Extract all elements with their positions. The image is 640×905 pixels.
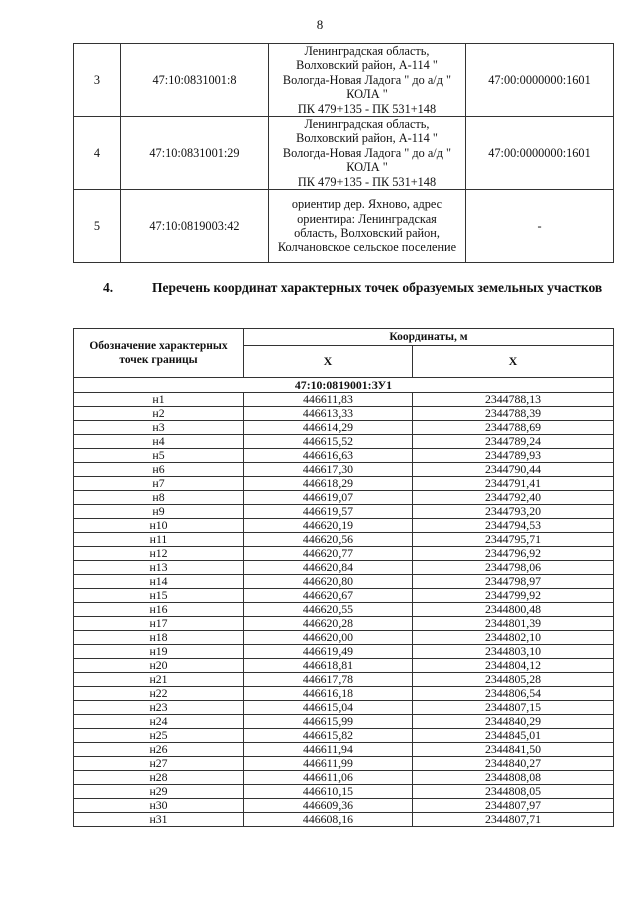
coordinates-table — [73, 328, 614, 827]
col-x2-header: X — [413, 346, 614, 378]
coord-x1: 446619,07 — [244, 491, 413, 505]
table-row — [74, 631, 614, 645]
coord-x1: 446620,67 — [244, 589, 413, 603]
row-number: 4 — [74, 117, 121, 190]
address-line: Вологда-Новая Ладога " до а/д " — [282, 72, 452, 87]
table-row — [74, 117, 614, 190]
section-title: Перечень координат характерных точек образуемых земельных участков — [152, 280, 603, 295]
coord-x2: 2344800,48 — [413, 603, 614, 617]
page-number: 8 — [316, 17, 324, 32]
coord-x2: 2344841,50 — [413, 743, 614, 757]
coord-x2: 2344791,41 — [413, 477, 614, 491]
table-row — [74, 463, 614, 477]
table-row — [74, 575, 614, 589]
coord-x1: 446616,18 — [244, 687, 413, 701]
point-label: н22 — [74, 687, 244, 701]
row-number: 3 — [74, 44, 121, 117]
table-row — [74, 505, 614, 519]
section-heading — [73, 279, 613, 297]
coord-x1: 446615,04 — [244, 701, 413, 715]
table-row — [74, 477, 614, 491]
table-row — [74, 715, 614, 729]
col-x1-header: X — [244, 346, 413, 378]
coord-x1: 446614,29 — [244, 421, 413, 435]
coord-x2: 2344803,10 — [413, 645, 614, 659]
coord-x2: 2344807,71 — [413, 813, 614, 827]
coord-x1: 446617,78 — [244, 673, 413, 687]
table-row — [74, 533, 614, 547]
table-row — [74, 785, 614, 799]
coord-x1: 446620,84 — [244, 561, 413, 575]
point-label: н15 — [74, 589, 244, 603]
coord-x2: 2344805,28 — [413, 673, 614, 687]
coord-x1: 446611,83 — [244, 393, 413, 407]
table-row — [74, 729, 614, 743]
table-row — [74, 813, 614, 827]
address-line: ориентир дер. Яхново, адрес — [291, 197, 443, 212]
address-line: Волховский район, А-114 " — [296, 131, 438, 146]
coord-x2: 2344802,10 — [413, 631, 614, 645]
coord-x2: 2344808,05 — [413, 785, 614, 799]
point-label: н31 — [74, 813, 244, 827]
coord-x2: 2344795,71 — [413, 533, 614, 547]
parent-number: - — [466, 190, 614, 263]
point-label: н5 — [74, 449, 244, 463]
coord-x1: 446619,49 — [244, 645, 413, 659]
table-row — [74, 519, 614, 533]
coord-x2: 2344789,93 — [413, 449, 614, 463]
coord-x2: 2344840,27 — [413, 757, 614, 771]
table-row — [74, 771, 614, 785]
coord-x2: 2344845,01 — [413, 729, 614, 743]
coord-x1: 446619,57 — [244, 505, 413, 519]
point-label: н18 — [74, 631, 244, 645]
table-row — [74, 435, 614, 449]
table-row — [74, 491, 614, 505]
coord-x2: 2344798,97 — [413, 575, 614, 589]
coord-x2: 2344808,08 — [413, 771, 614, 785]
table-row — [74, 547, 614, 561]
address-line: Колчановское сельское поселение — [277, 240, 457, 255]
address-line: ориентира: Ленинградская — [297, 211, 437, 226]
coord-x1: 446611,99 — [244, 757, 413, 771]
table-row — [74, 687, 614, 701]
coord-x1: 446615,99 — [244, 715, 413, 729]
table-row — [74, 561, 614, 575]
coord-x2: 2344788,13 — [413, 393, 614, 407]
table-row — [74, 449, 614, 463]
coord-x1: 446620,56 — [244, 533, 413, 547]
point-label: н7 — [74, 477, 244, 491]
point-label: н13 — [74, 561, 244, 575]
address-line: ПК 479+135 - ПК 531+148 — [297, 101, 437, 116]
coord-x2: 2344840,29 — [413, 715, 614, 729]
point-label: н28 — [74, 771, 244, 785]
coord-x2: 2344806,54 — [413, 687, 614, 701]
point-label: н24 — [74, 715, 244, 729]
address — [269, 190, 466, 263]
coord-x1: 446610,15 — [244, 785, 413, 799]
table-row — [74, 701, 614, 715]
address — [269, 44, 466, 117]
table-row — [74, 617, 614, 631]
coord-x1: 446617,30 — [244, 463, 413, 477]
point-label: н29 — [74, 785, 244, 799]
point-label: н11 — [74, 533, 244, 547]
cadastral-number: 47:10:0831001:29 — [121, 117, 269, 190]
address-line: область, Волховский район, — [294, 226, 440, 241]
coord-x2: 2344798,06 — [413, 561, 614, 575]
table-row — [74, 645, 614, 659]
coord-x1: 446620,55 — [244, 603, 413, 617]
coord-x1: 446620,77 — [244, 547, 413, 561]
parent-number: 47:00:0000000:1601 — [466, 117, 614, 190]
table-row — [74, 603, 614, 617]
point-label: н9 — [74, 505, 244, 519]
table-row — [74, 659, 614, 673]
section-number: 4. — [103, 280, 114, 295]
cadastral-number: 47:10:0831001:8 — [121, 44, 269, 117]
point-label: н20 — [74, 659, 244, 673]
point-label: н3 — [74, 421, 244, 435]
parent-number: 47:00:0000000:1601 — [466, 44, 614, 117]
coord-x1: 446620,80 — [244, 575, 413, 589]
coord-x2: 2344804,12 — [413, 659, 614, 673]
coord-x2: 2344792,40 — [413, 491, 614, 505]
coord-x2: 2344793,20 — [413, 505, 614, 519]
group-label: 47:10:0819001:ЗУ1 — [74, 378, 614, 393]
cadastral-number: 47:10:0819003:42 — [121, 190, 269, 263]
coord-x2: 2344789,24 — [413, 435, 614, 449]
coord-x1: 446620,00 — [244, 631, 413, 645]
point-label: н25 — [74, 729, 244, 743]
coord-x1: 446609,36 — [244, 799, 413, 813]
address-line: Вологда-Новая Ладога " до а/д " — [282, 145, 452, 160]
coord-x2: 2344788,39 — [413, 407, 614, 421]
coord-x1: 446608,16 — [244, 813, 413, 827]
coord-x2: 2344807,15 — [413, 701, 614, 715]
coord-x1: 446611,94 — [244, 743, 413, 757]
table-row — [74, 743, 614, 757]
table-row — [74, 757, 614, 771]
coord-x2: 2344799,92 — [413, 589, 614, 603]
address-line: Ленинградская область, — [304, 44, 430, 58]
coord-x1: 446620,28 — [244, 617, 413, 631]
coord-x1: 446615,52 — [244, 435, 413, 449]
point-label: н2 — [74, 407, 244, 421]
point-label: н21 — [74, 673, 244, 687]
table-row — [74, 799, 614, 813]
address-line: КОЛА " — [346, 87, 388, 102]
table-row — [74, 190, 614, 263]
coord-x1: 446615,82 — [244, 729, 413, 743]
point-label: н8 — [74, 491, 244, 505]
header-row — [74, 329, 614, 346]
point-label: н19 — [74, 645, 244, 659]
point-label: н26 — [74, 743, 244, 757]
address — [269, 117, 466, 190]
coord-x1: 446611,06 — [244, 771, 413, 785]
point-label: н30 — [74, 799, 244, 813]
coord-x2: 2344801,39 — [413, 617, 614, 631]
point-label: н10 — [74, 519, 244, 533]
coord-x1: 446620,19 — [244, 519, 413, 533]
coord-x2: 2344788,69 — [413, 421, 614, 435]
coord-x2: 2344796,92 — [413, 547, 614, 561]
point-label: н12 — [74, 547, 244, 561]
coord-x2: 2344790,44 — [413, 463, 614, 477]
table-row — [74, 421, 614, 435]
point-label: н4 — [74, 435, 244, 449]
point-label: н6 — [74, 463, 244, 477]
coord-x1: 446618,81 — [244, 659, 413, 673]
coord-x1: 446613,33 — [244, 407, 413, 421]
coord-x1: 446618,29 — [244, 477, 413, 491]
table-row — [74, 589, 614, 603]
address-line: Ленинградская область, — [304, 117, 430, 132]
point-label: н14 — [74, 575, 244, 589]
coord-x2: 2344794,53 — [413, 519, 614, 533]
table-row — [74, 673, 614, 687]
point-label: н16 — [74, 603, 244, 617]
coord-x2: 2344807,97 — [413, 799, 614, 813]
address-line: Волховский район, А-114 " — [296, 58, 438, 73]
point-header: Обозначение характерных точек границы — [74, 329, 244, 378]
address-line: ПК 479+135 - ПК 531+148 — [297, 174, 437, 189]
point-label: н17 — [74, 617, 244, 631]
coord-x1: 446616,63 — [244, 449, 413, 463]
point-label: н1 — [74, 393, 244, 407]
parcels-table — [73, 43, 614, 263]
row-number: 5 — [74, 190, 121, 263]
table-row — [74, 44, 614, 117]
point-label: н27 — [74, 757, 244, 771]
address-line: КОЛА " — [346, 160, 388, 175]
group-row — [74, 378, 614, 393]
point-label: н23 — [74, 701, 244, 715]
table-row — [74, 393, 614, 407]
table-row — [74, 407, 614, 421]
coords-header: Координаты, м — [244, 329, 614, 346]
